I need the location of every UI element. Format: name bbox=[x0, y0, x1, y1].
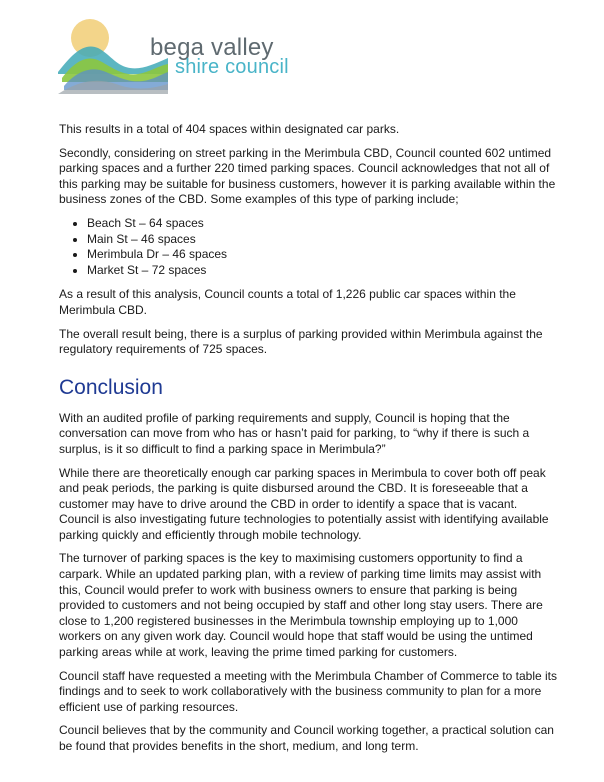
street-parking-list bbox=[59, 216, 559, 278]
paragraph-conclusion-3: The turnover of parking spaces is the key to maximising customers opportunity to find a carpark. While an updated parking plan, with a review of parking time limits may assist with this, Council would prefer to work with business owners to ensure that parking is being provided to customers and not being occupied by staff and other long stay users. There are close to 1,200 registered businesses in the Merimbula township employing up to 1,000 workers on any given work day. Council would hope that staff would be using the untimed parking areas while at work, leaving the prime timed parking for customers. bbox=[59, 551, 543, 660]
list-item: • Market St – 72 spaces bbox=[87, 263, 559, 279]
paragraph-on-street-parking: Secondly, considering on street parking in the Merimbula CBD, Council counted 602 untimed parking spaces and a further 220 timed parking spaces. Council acknowledges that not all of this parking may be suitable for business customers, however it is parking available within the business zones of the CBD. Some examples of this type of parking include; bbox=[59, 145, 556, 207]
paragraph-overall-surplus: The overall result being, there is a surplus of parking provided within Merimbula against the regulatory requirements of 725 spaces. bbox=[59, 326, 543, 357]
paragraph-total-public-spaces: As a result of this analysis, Council counts a total of 1,226 public car spaces within the Merimbula CBD. bbox=[59, 287, 516, 317]
paragraph-conclusion-1: With an audited profile of parking requirements and supply, Council is hoping that the conversation can move from who has or hasn’t paid for parking, to “why if there is such a surplus, is it so difficult to find a parking space in Merimbula?” bbox=[59, 410, 530, 456]
paragraph-conclusion-2: While there are theoretically enough car parking spaces in Merimbula to cover both off peak and peak periods, the parking is quite disbursed around the CBD. It is foreseeable that a customer may have to drive around the CBD in order to identify a space that is vacant. Council is also investigating future technologies to potentially assist with identifying available parking quickly and efficiently through mobile technology. bbox=[59, 465, 549, 542]
paragraph-total-car-parks: This results in a total of 404 spaces within designated car parks. bbox=[59, 122, 400, 136]
section-heading-conclusion: Conclusion bbox=[59, 375, 163, 399]
logo-text-bega-valley: bega valley bbox=[150, 34, 274, 61]
paragraph-conclusion-4: Council staff have requested a meeting with the Merimbula Chamber of Commerce to table its findings and to seek to work collaboratively with the business community to plan for a more efficient use of parking resources. bbox=[59, 668, 558, 714]
paragraph-conclusion-5: Council believes that by the community and Council working together, a practical solution can be found that provides benefits in the short, medium, and long term. bbox=[59, 723, 554, 753]
list-item: • Main St – 46 spaces bbox=[87, 232, 559, 248]
list-item: • Beach St – 64 spaces bbox=[87, 216, 559, 232]
logo-text-shire-council: shire council bbox=[175, 56, 289, 78]
list-item: • Merimbula Dr – 46 spaces bbox=[87, 247, 559, 263]
council-logo bbox=[58, 14, 328, 102]
document-body bbox=[59, 122, 559, 763]
